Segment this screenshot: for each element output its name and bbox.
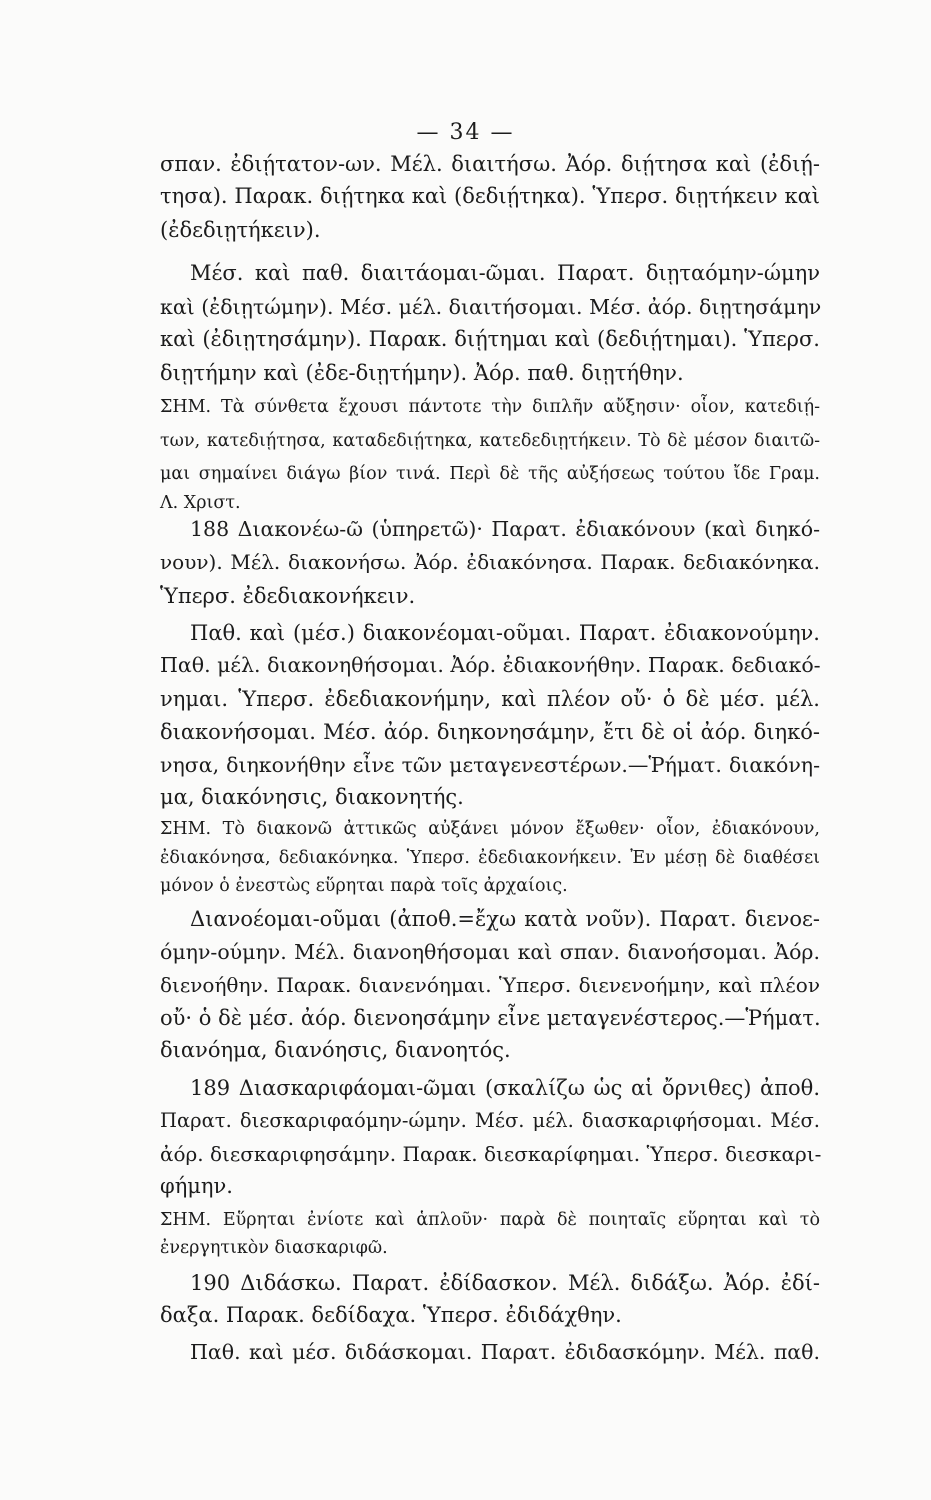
text-line: (ἐδεδιῃτήκειν). <box>160 218 321 242</box>
text-line: Μέσ. καὶ παθ. διαιτάομαι-ῶμαι. Παρατ. διῃταόμην-ώμην <box>190 261 820 285</box>
text-line: Παρατ. διεσκαριφαόμην-ώμην. Μέσ. μέλ. διασκαριφήσομαι. Μέσ. <box>160 1109 820 1132</box>
entry-188-heading: 188 Διακονέω-ῶ (ὑπηρετῶ)· Παρατ. ἐδιακόνουν (καὶ διηκό- <box>190 517 820 541</box>
text-line: διῃτήμην καὶ (ἐδε-διῃτήμην). Ἀόρ. παθ. διῃτήθην. <box>160 361 684 385</box>
text-line: των, κατεδιῄτησα, καταδεδιῄτηκα, κατεδεδιῃτήκειν. Τὸ δὲ μέσον διαιτῶ- <box>160 431 820 451</box>
text-line: οὔ· ὁ δὲ μέσ. ἀόρ. διενοησάμην εἶνε μεταγενέστερος.—Ῥήματ. <box>160 1006 821 1030</box>
text-line: Λ. Χριστ. <box>160 493 241 513</box>
text-line: ἐδιακόνησα, δεδιακόνηκα. Ὑπερσ. ἐδεδιακονήκειν. Ἐν μέσῃ δὲ διαθέσει <box>160 848 820 868</box>
entry-189-heading: 189 Διασκαριφάομαι-ῶμαι (σκαλίζω ὡς αἱ ὄρνιθες) ἀποθ. <box>190 1076 820 1100</box>
text-line: νημαι. Ὑπερσ. ἐδεδιακονήμην, καὶ πλέον οὔ· ὁ δὲ μέσ. μέλ. <box>160 687 820 711</box>
text-line: ἐνεργητικὸν διασκαριφῶ. <box>160 1238 388 1258</box>
text-line: διενοήθην. Παρακ. διανενόημαι. Ὑπερσ. διενενοήμην, καὶ πλέον <box>160 973 820 997</box>
text-line: ΣΗΜ. Τὸ διακονῶ ἀττικῶς αὐξάνει μόνον ἔξωθεν· οἷον, ἐδιακόνουν, <box>160 819 820 839</box>
text-line: Παθ. καὶ (μέσ.) διακονέομαι-οῦμαι. Παρατ. ἐδιακονούμην. <box>190 621 820 645</box>
text-line: σπαν. ἐδιῄτατον-ων. Μέλ. διαιτήσω. Ἀόρ. διῄτησα καὶ (ἐδιῄ- <box>160 152 820 176</box>
text-line: Ὑπερσ. ἐδεδιακονήκειν. <box>160 584 416 608</box>
text-line: όμην-ούμην. Μέλ. διανοηθήσομαι καὶ σπαν. διανοήσομαι. Ἀόρ. <box>160 940 820 964</box>
entry-190-heading: 190 Διδάσκω. Παρατ. ἐδίδασκον. Μέλ. διδάξω. Ἀόρ. ἐδί- <box>190 1271 820 1295</box>
text-line: μαι σημαίνει διάγω βίον τινά. Περὶ δὲ τῆς αὐξήσεως τούτου ἴδε Γραμ. <box>160 464 820 484</box>
text-line: καὶ (ἐδιῃτώμην). Μέσ. μέλ. διαιτήσομαι. Μέσ. ἀόρ. διῃτησάμην <box>160 295 822 319</box>
text-line: διακονήσομαι. Μέσ. ἀόρ. διηκονησάμην, ἔτι δὲ οἱ ἀόρ. διηκό- <box>160 720 820 744</box>
page-number: — 34 — <box>416 120 515 145</box>
text-line: μόνον ὁ ἐνεστὼς εὕρηται παρὰ τοῖς ἀρχαίοις. <box>160 876 568 896</box>
text-line: ΣΗΜ. Εὕρηται ἐνίοτε καὶ ἁπλοῦν· παρὰ δὲ ποιηταῖς εὕρηται καὶ τὸ <box>160 1210 820 1230</box>
text-line: Διανοέομαι-οῦμαι (ἀποθ.=ἔχω κατὰ νοῦν). Παρατ. διενοε- <box>190 907 820 931</box>
text-line: τησα). Παρακ. διῄτηκα καὶ (δεδιῄτηκα). Ὑπερσ. διῃτήκειν καὶ <box>160 184 820 208</box>
text-line: δαξα. Παρακ. δεδίδαχα. Ὑπερσ. ἐδιδάχθην. <box>160 1303 622 1327</box>
text-line: φήμην. <box>160 1174 233 1198</box>
text-line: Παθ. μέλ. διακονηθήσομαι. Ἀόρ. ἐδιακονήθην. Παρακ. δεδιακό- <box>160 653 821 677</box>
text-line: μα, διακόνησις, διακονητής. <box>160 785 464 809</box>
text-line: Παθ. καὶ μέσ. διδάσκομαι. Παρατ. ἐδιδασκόμην. Μέλ. παθ. <box>190 1340 820 1364</box>
text-line: ἀόρ. διεσκαριφησάμην. Παρακ. διεσκαρίφημαι. Ὑπερσ. διεσκαρι- <box>160 1142 822 1166</box>
text-line: ΣΗΜ. Τὰ σύνθετα ἔχουσι πάντοτε τὴν διπλῆν αὔξησιν· οἷον, κατεδιῄ- <box>160 397 820 417</box>
text-line: νουν). Μέλ. διακονήσω. Ἀόρ. ἐδιακόνησα. Παρακ. δεδιακόνηκα. <box>160 550 820 574</box>
text-line: διανόημα, διανόησις, διανοητός. <box>160 1038 511 1062</box>
text-line: νησα, διηκονήθην εἶνε τῶν μεταγενεστέρων.—Ῥήματ. διακόνη- <box>160 753 820 777</box>
text-line: καὶ (ἐδιῃτησάμην). Παρακ. διῄτημαι καὶ (δεδιῄτημαι). Ὑπερσ. <box>160 327 820 351</box>
